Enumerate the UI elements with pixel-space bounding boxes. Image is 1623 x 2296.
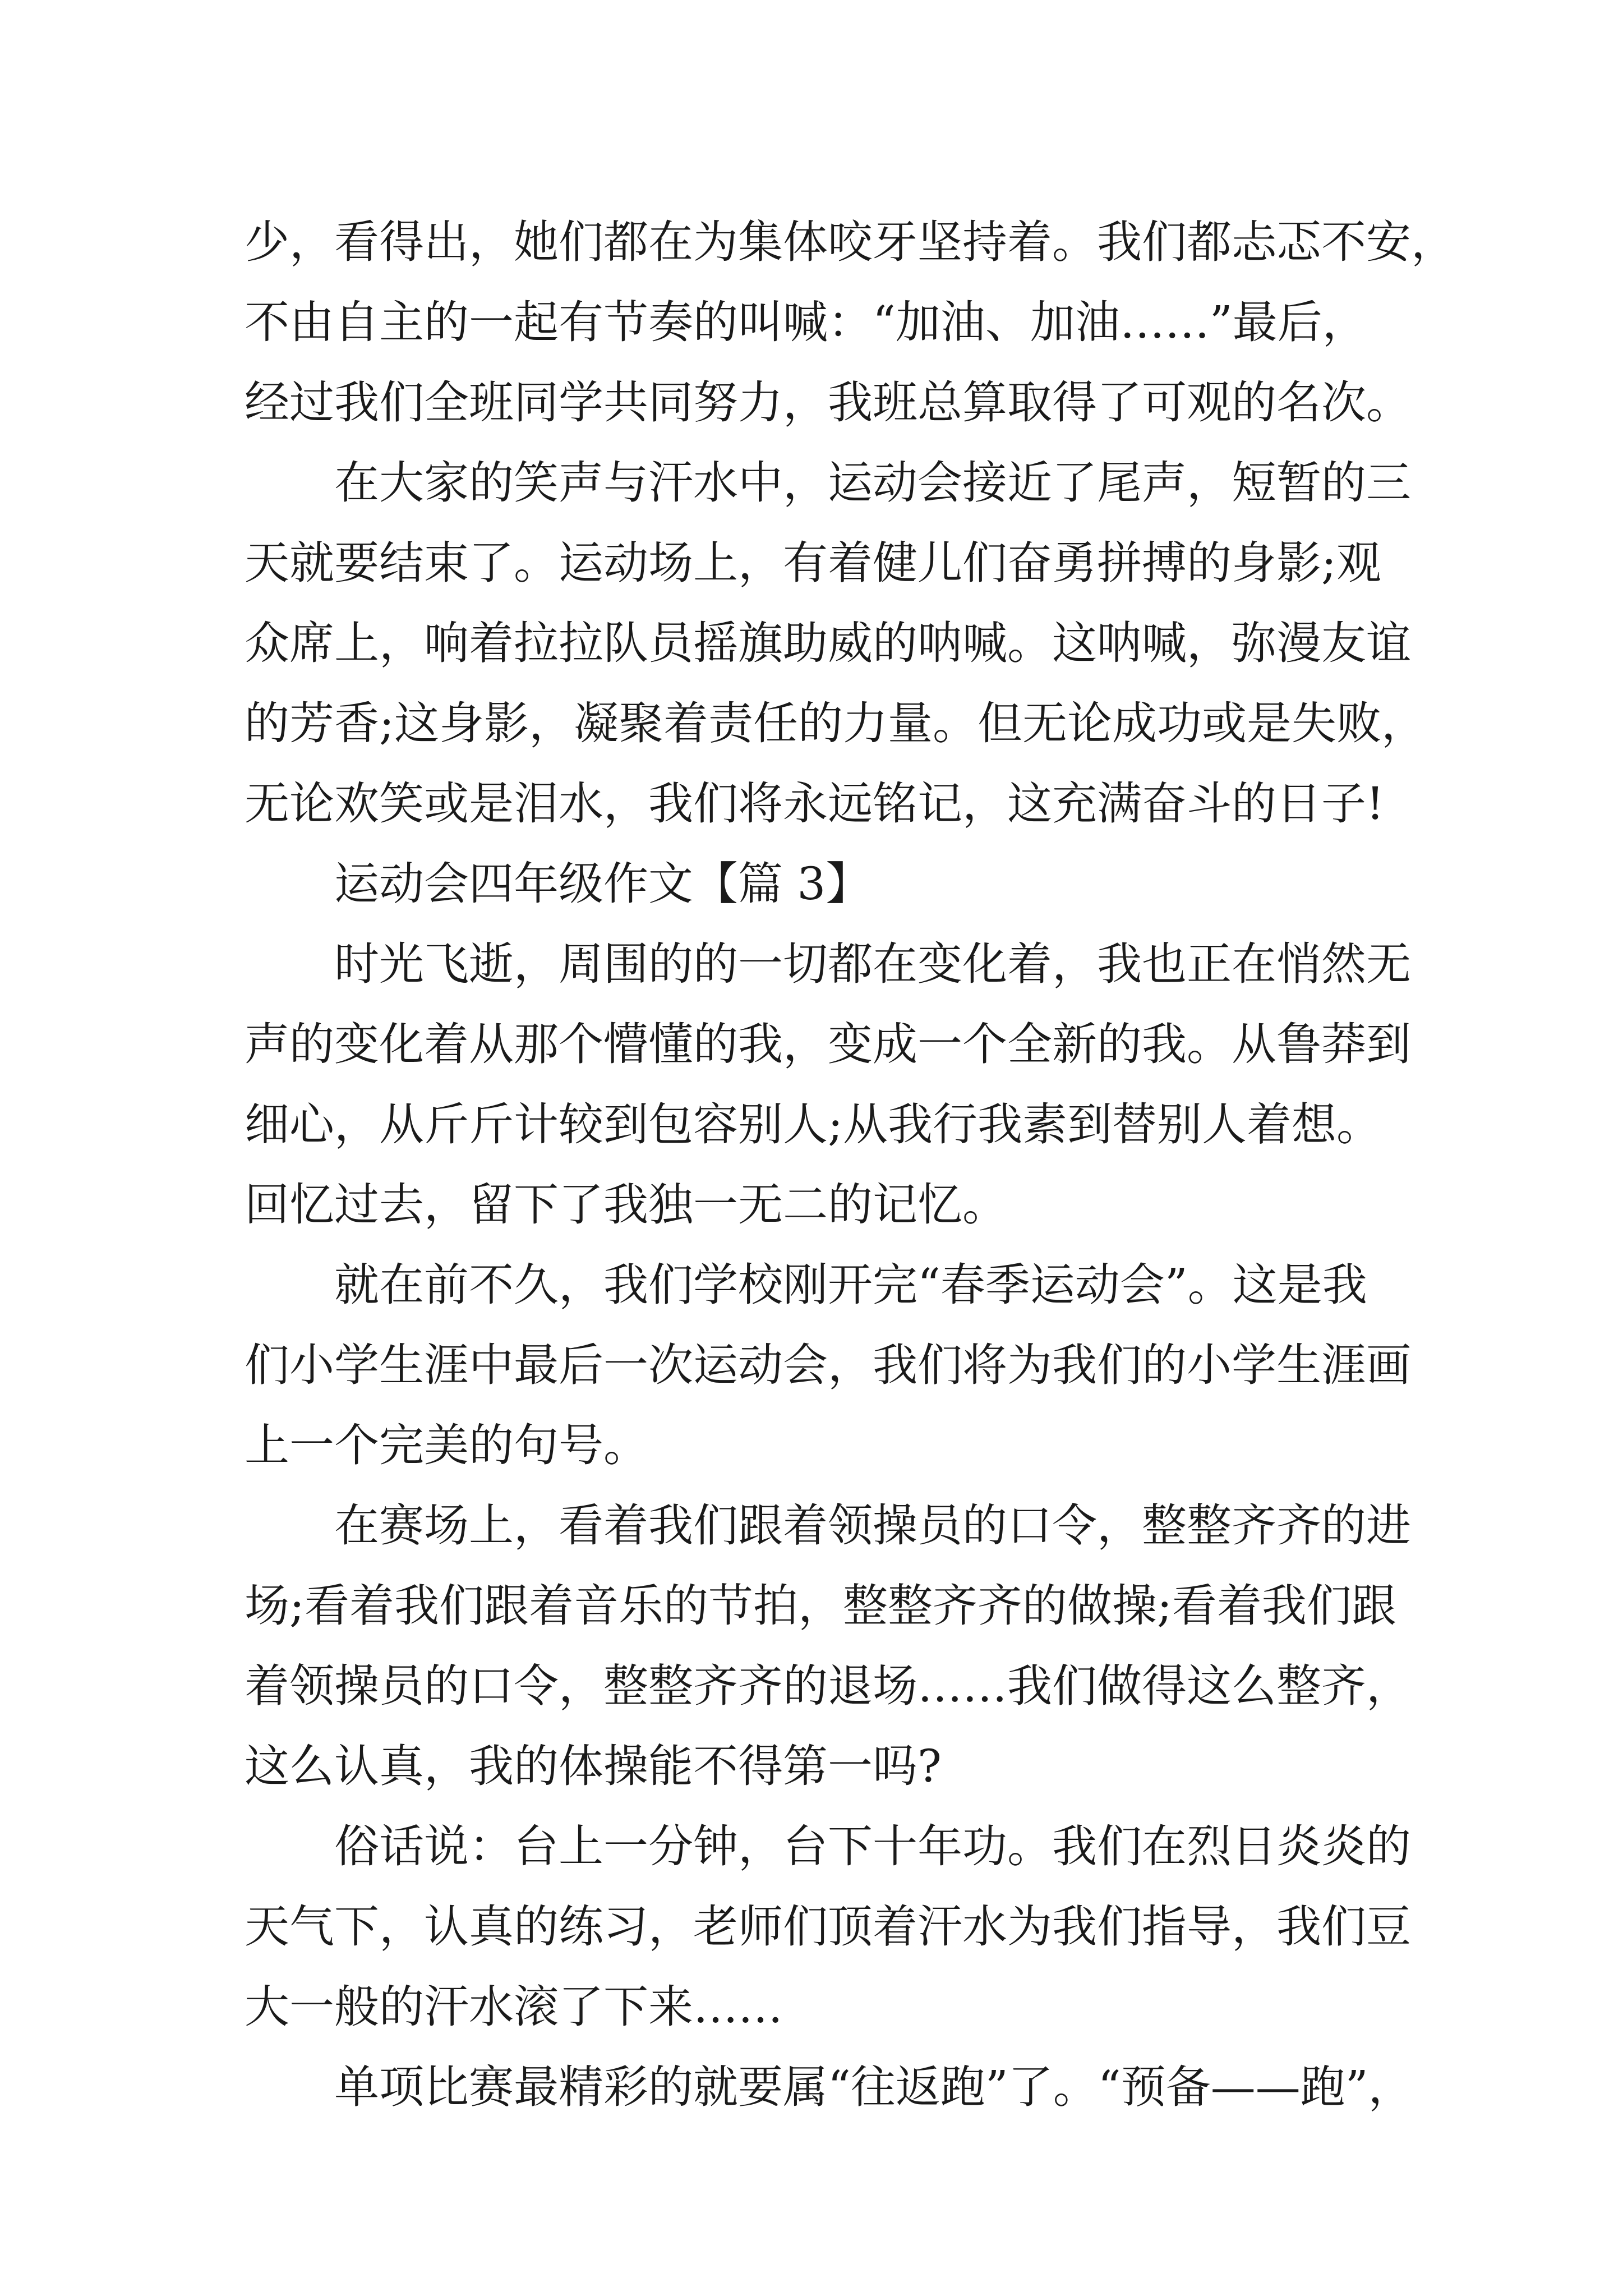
text-line: 这么认真，我的体操能不得第一吗? <box>245 1740 942 1792</box>
text-line: 俗话说：台上一分钟，台下十年功。我们在烈日炎炎的 <box>334 1820 1411 1872</box>
text-line: 们小学生涯中最后一次运动会，我们将为我们的小学生涯画 <box>245 1339 1411 1391</box>
text-line: 少，看得出，她们都在为集体咬牙坚持着。我们都忐忑不安， <box>245 216 1456 268</box>
text-line: 运动会四年级作文【篇 3】 <box>334 858 871 910</box>
text-line: 上一个完美的句号。 <box>245 1419 648 1471</box>
text-line: 在大家的笑声与汗水中，运动会接近了尾声，短暂的三 <box>334 457 1411 509</box>
text-line: 就在前不久，我们学校刚开完“春季运动会”。这是我 <box>334 1259 1367 1311</box>
text-line: 经过我们全班同学共同努力，我班总算取得了可观的名次。 <box>245 376 1411 429</box>
text-line: 回忆过去，留下了我独一无二的记忆。 <box>245 1179 1007 1231</box>
text-line: 在赛场上，看着我们跟着领操员的口令，整整齐齐的进 <box>334 1499 1411 1552</box>
document-body <box>245 202 1456 2127</box>
text-line: 众席上，响着拉拉队员摇旗助威的呐喊。这呐喊，弥漫友谊 <box>245 617 1411 669</box>
text-line: 无论欢笑或是泪水，我们将永远铭记，这充满奋斗的日子! <box>245 777 1385 830</box>
text-line: 时光飞逝，周围的的一切都在变化着，我也正在悄然无 <box>334 938 1411 990</box>
text-line: 不由自主的一起有节奏的叫喊：“加油、加油……”最后， <box>245 296 1367 348</box>
text-line: 细心，从斤斤计较到包容别人;从我行我素到替别人着想。 <box>245 1098 1381 1151</box>
text-line: 的芳香;这身影，凝聚着责任的力量。但无论成功或是失败， <box>245 697 1426 749</box>
text-line: 声的变化着从那个懵懂的我，变成一个全新的我。从鲁莽到 <box>245 1018 1411 1070</box>
text-line: 场;看着我们跟着音乐的节拍，整整齐齐的做操;看着我们跟 <box>245 1580 1396 1632</box>
text-line: 着领操员的口令，整整齐齐的退场……我们做得这么整齐， <box>245 1660 1411 1712</box>
text-line: 大一般的汗水滚了下来…… <box>245 1981 783 2033</box>
text-line: 单项比赛最精彩的就要属“往返跑”了。“预备——跑”， <box>334 2061 1413 2113</box>
text-line: 天就要结束了。运动场上，有着健儿们奋勇拼搏的身影;观 <box>245 537 1381 589</box>
text-line: 天气下，认真的练习，老师们顶着汗水为我们指导，我们豆 <box>245 1901 1411 1953</box>
